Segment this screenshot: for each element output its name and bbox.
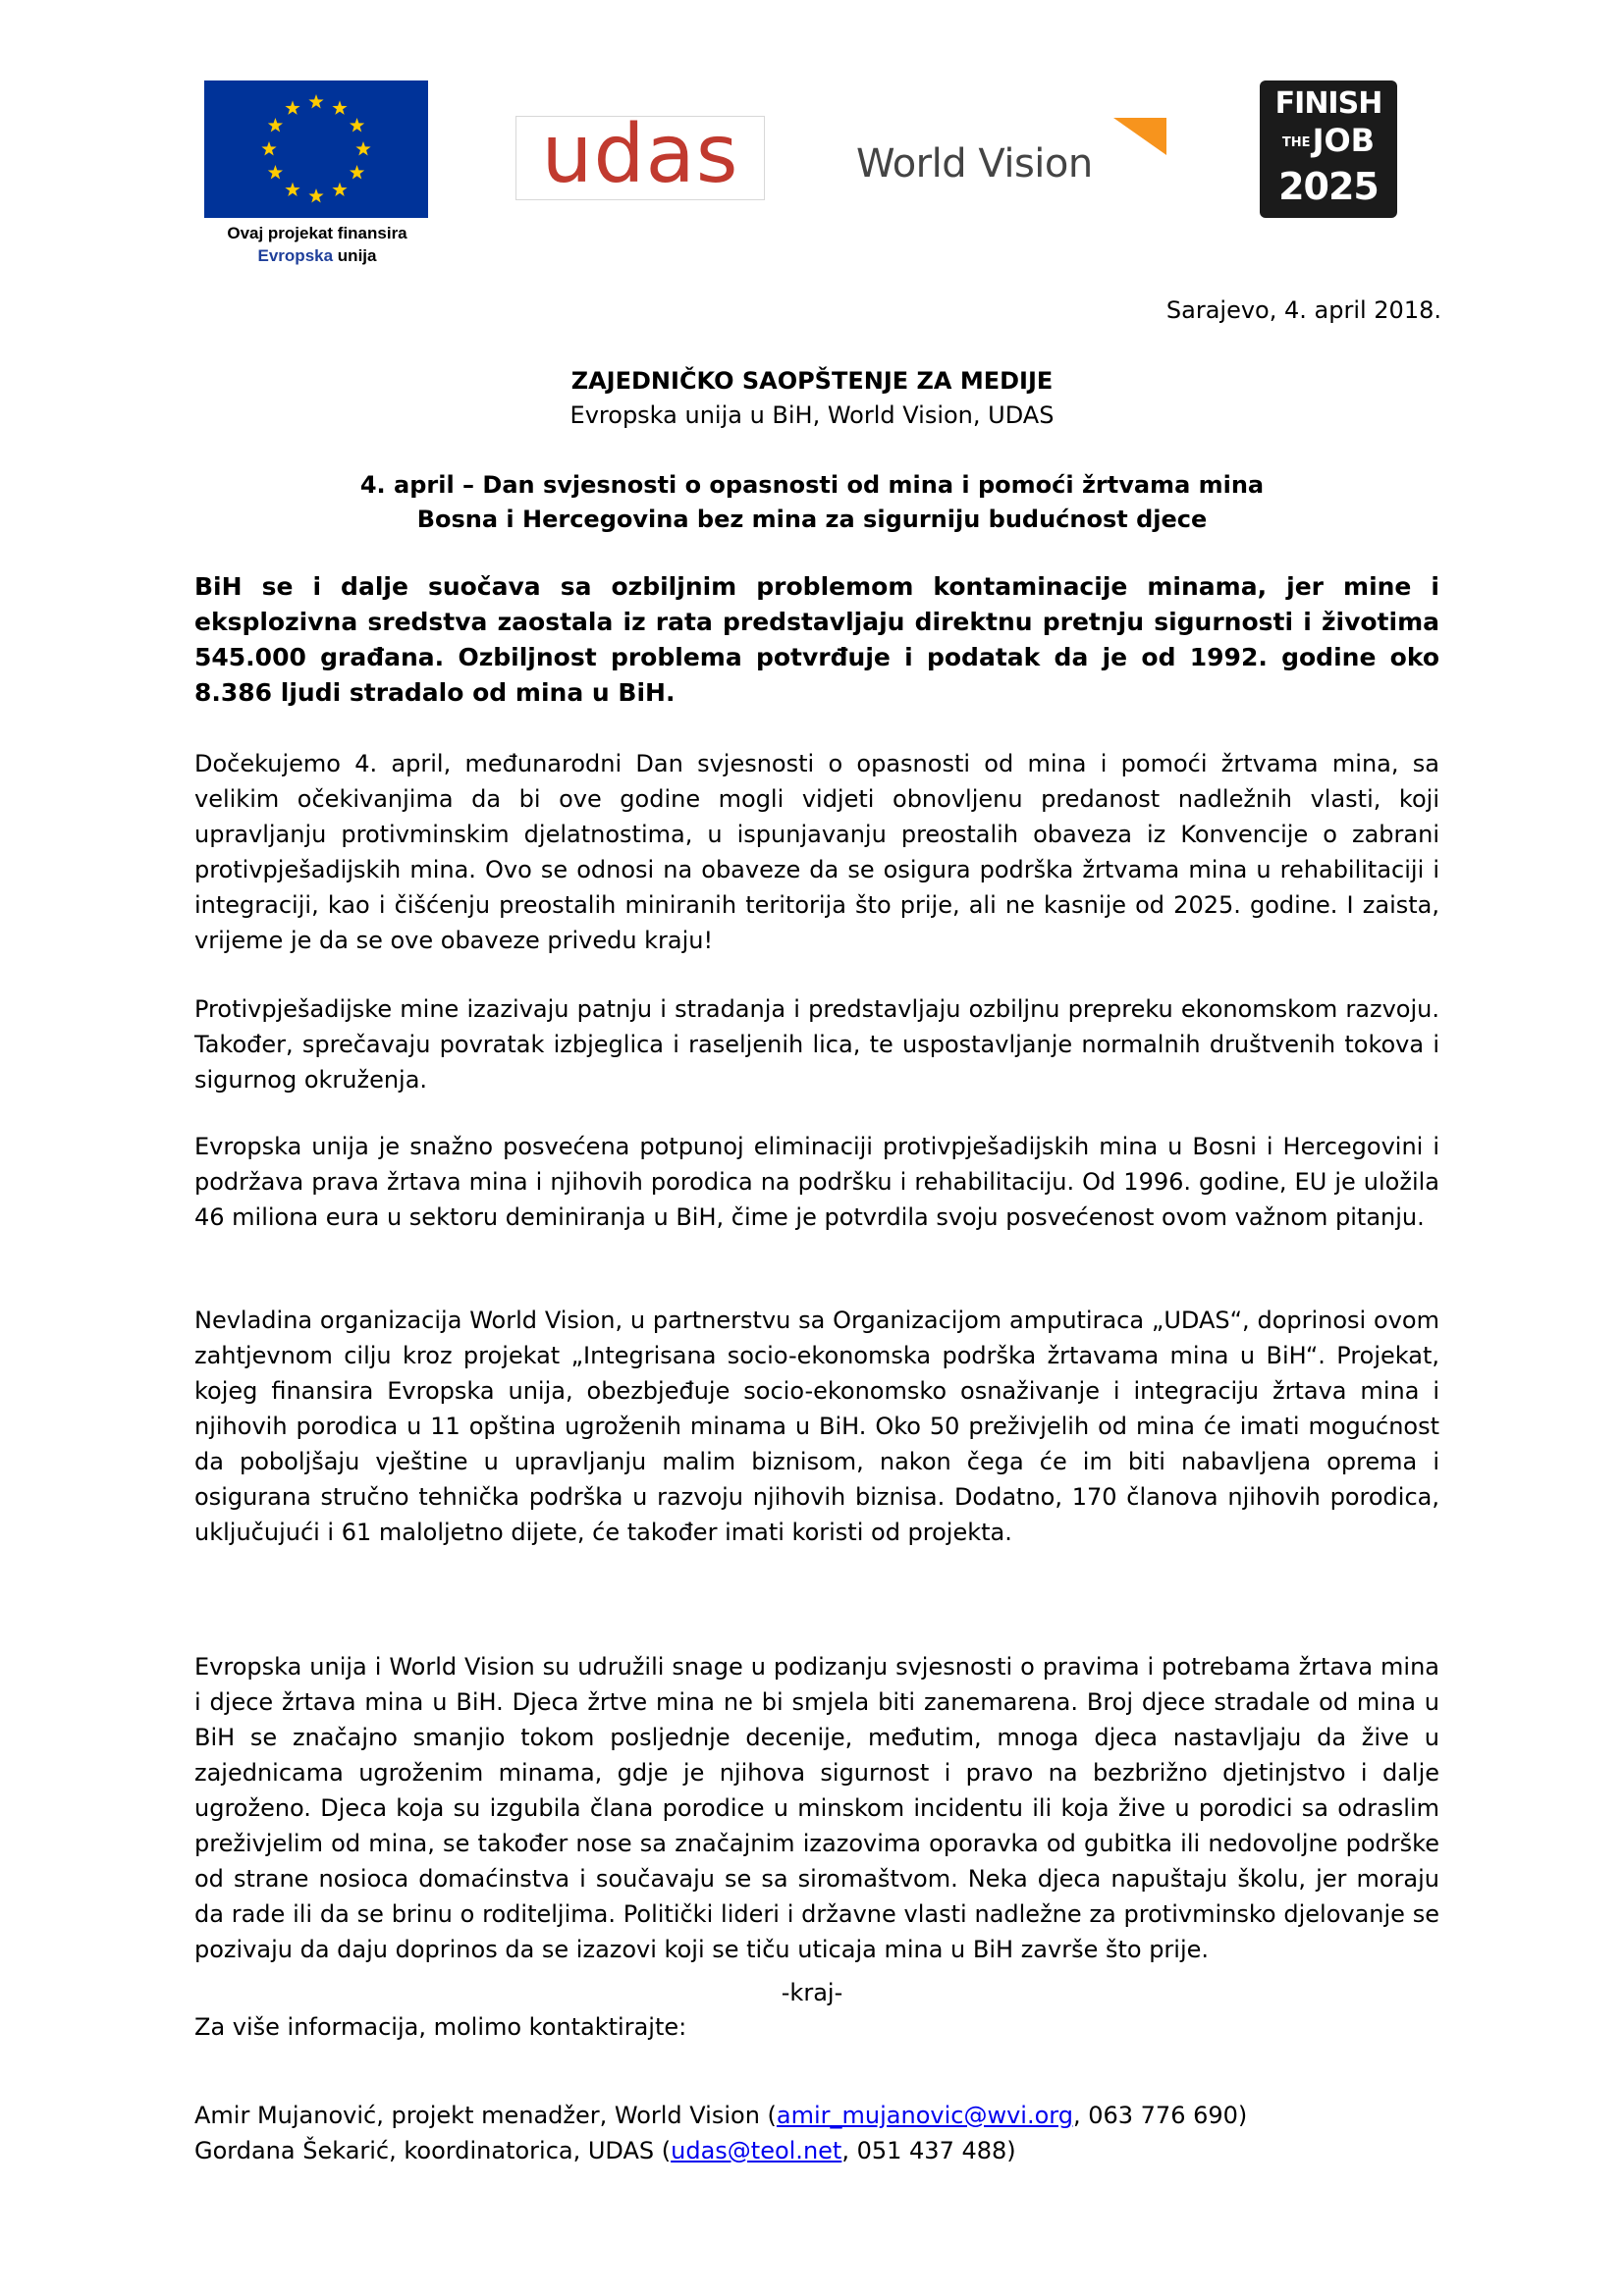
contact1-prefix: Amir Mujanović, projekt menadžer, World Vision ( bbox=[194, 2102, 777, 2129]
contact-intro: Za više informacija, molimo kontaktirajte: bbox=[194, 2013, 687, 2041]
eu-star-icon bbox=[308, 188, 323, 202]
world-vision-logo bbox=[856, 116, 1168, 190]
eu-flag-logo bbox=[204, 80, 428, 218]
eu-caption-line2 bbox=[187, 244, 448, 267]
lead-paragraph: BiH se i dalje suočava sa ozbiljnim problemom kontaminacije minama, jer mine i eksplozivna sredstva zaostala iz rata predstavljaju direktnu pretnju sigurnosti i životima 545.000 građana. Ozbiljnost problema potvrđuje i podatak da je od 1992. godine oko 8.386 ljudi stradalo od mina u BiH. bbox=[194, 572, 1439, 707]
document-heading-2: Bosna i Hercegovina bez mina za sigurniju budućnost djece bbox=[416, 506, 1208, 533]
contact1-suffix: , 063 776 690) bbox=[1072, 2102, 1248, 2129]
contact1-email-link[interactable]: amir_mujanovic@wvi.org bbox=[776, 2102, 1073, 2129]
eu-star-icon bbox=[332, 100, 347, 114]
document-subtitle: Evropska unija u BiH, World Vision, UDAS bbox=[569, 401, 1055, 429]
paragraph-5: Evropska unija i World Vision su udružili snage u podizanju svjesnosti o pravima i potrebama žrtava mina i djece žrtava mina u BiH. Djeca žrtve mina ne bi smjela biti zanemarena. Broj djece stradale od mina u BiH se značajno smanjio tokom posljednje decenije, međutim, mnoga djeca nastavljaju da žive u zajednicama ugroženim minama, gdje je njihova sigurnost i pravo na bezbrižno djetinjstvo i dalje ugroženo. Djeca koja su izgubila člana porodice u minskom incidentu ili koja žive u porodici sa odraslim preživjelim od mina, se također nose sa značajnim izazovima oporavka od gubitka ili nedovoljne podrške od strane nosioca domaćinstva i součavaju se sa siromaštvom. Neka djeca napuštaju školu, jer moraju da rade ili da se brinu o roditeljima. Politički lideri i državne vlasti nadležne za protivminsko djelovanje se pozivaju da daju doprinos da se izazovi koji se tiču uticaja mina u BiH završe što prije. bbox=[194, 1653, 1439, 1963]
eu-star-icon bbox=[285, 183, 299, 196]
document-heading-1: 4. april – Dan svjesnosti o opasnosti od mina i pomoći žrtvama mina bbox=[359, 471, 1265, 499]
document-date: Sarajevo, 4. april 2018. bbox=[1165, 296, 1441, 324]
ftj-line2 bbox=[1260, 122, 1397, 159]
contact2-prefix: Gordana Šekarić, koordinatorica, UDAS ( bbox=[194, 2137, 672, 2164]
contact-udas bbox=[194, 2133, 1016, 2168]
finish-the-job-2025-logo bbox=[1260, 80, 1397, 218]
eu-funding-caption bbox=[187, 222, 448, 267]
paragraph-1: Dočekujemo 4. april, međunarodni Dan svjesnosti o opasnosti od mina i pomoći žrtvama mina, sa velikim očekivanjima da bi ove godine mogli vidjeti obnovljenu predanost nadležnih vlasti, koji upravljanju protivminskim djelatnostima, u ispunjavanju preostalih obaveza iz Konvencije o zabrani protivpješadijskih mina. Ovo se odnosi na obaveze da se osigura podrška žrtvama mina u rehabilitaciji i integraciji, kao i čišćenju preostalih miniranih teritorija što prije, ali ne kasnije od 2025. godine. I zaista, vrijeme je da se ove obaveze privedu kraju! bbox=[194, 750, 1439, 954]
eu-star-icon bbox=[285, 100, 299, 114]
contact2-email-link[interactable]: udas@teol.net bbox=[671, 2137, 842, 2164]
eu-star-icon bbox=[261, 141, 276, 155]
eu-star-icon bbox=[332, 183, 347, 196]
eu-caption-word2: unija bbox=[337, 246, 377, 265]
eu-caption-word1: Evropska bbox=[257, 246, 334, 265]
ftj-the: THE bbox=[1281, 134, 1311, 150]
contact-world-vision bbox=[194, 2098, 1247, 2133]
end-marker: -kraj- bbox=[781, 1979, 843, 2006]
eu-caption-line1: Ovaj projekat finansira bbox=[227, 224, 407, 242]
eu-star-icon bbox=[268, 165, 283, 179]
udas-logo-text: udas bbox=[541, 108, 739, 201]
eu-star-icon bbox=[350, 118, 364, 132]
document-title: ZAJEDNIČKO SAOPŠTENJE ZA MEDIJE bbox=[570, 367, 1054, 395]
eu-stars-icon bbox=[204, 80, 428, 218]
contact2-suffix: , 051 437 488) bbox=[841, 2137, 1016, 2164]
eu-star-icon bbox=[355, 141, 370, 155]
ftj-job: JOB bbox=[1312, 122, 1376, 159]
world-vision-star-icon bbox=[1110, 116, 1168, 179]
ftj-line1: FINISH bbox=[1274, 86, 1382, 121]
paragraph-4: Nevladina organizacija World Vision, u partnerstvu sa Organizacijom amputiraca „UDAS“, doprinosi ovom zahtjevnom cilju kroz projekat „Integrisana socio-ekonomska podrška žrtavama mina u BiH“. Projekat, kojeg finansira Evropska unija, obezbjeđuje socio-ekonomsko osnaživanje i integraciju žrtava mina i njihovih porodica u 11 opština ugroženih minama u BiH. Oko 50 preživjelih od mina će imati mogućnost da poboljšaju vještine u upravljanju malim biznisom, nakon čega će im biti nabavljena oprema i osigurana stručno tehnička podrška u razvoju njihovih biznisa. Dodatno, 170 članova njihovih porodica, uključujući i 61 maloljetno dijete, će također imati koristi od projekta. bbox=[194, 1307, 1439, 1546]
paragraph-2: Protivpješadijske mine izazivaju patnju i stradanja i predstavljaju ozbiljnu prepreku ekonomskom razvoju. Također, sprečavaju povratak izbjeglica i raseljenih lica, te uspostavljanje normalnih društvenih tokova i sigurnog okruženja. bbox=[194, 995, 1439, 1094]
eu-star-icon bbox=[308, 94, 323, 108]
world-vision-logo-text: World Vision bbox=[856, 141, 1093, 187]
udas-logo bbox=[515, 108, 765, 201]
ftj-year: 2025 bbox=[1278, 165, 1379, 208]
eu-star-icon bbox=[350, 165, 364, 179]
paragraph-3: Evropska unija je snažno posvećena potpunoj eliminaciji protivpješadijskih mina u Bosni i Hercegovini i podržava prava žrtava mina i njihovih porodica na podršku i rehabilitaciju. Od 1996. godine, EU je uložila 46 miliona eura u sektoru deminiranja u BiH, čime je potvrdila svoju posvećenost ovom važnom pitanju. bbox=[194, 1133, 1439, 1231]
eu-star-icon bbox=[268, 118, 283, 132]
